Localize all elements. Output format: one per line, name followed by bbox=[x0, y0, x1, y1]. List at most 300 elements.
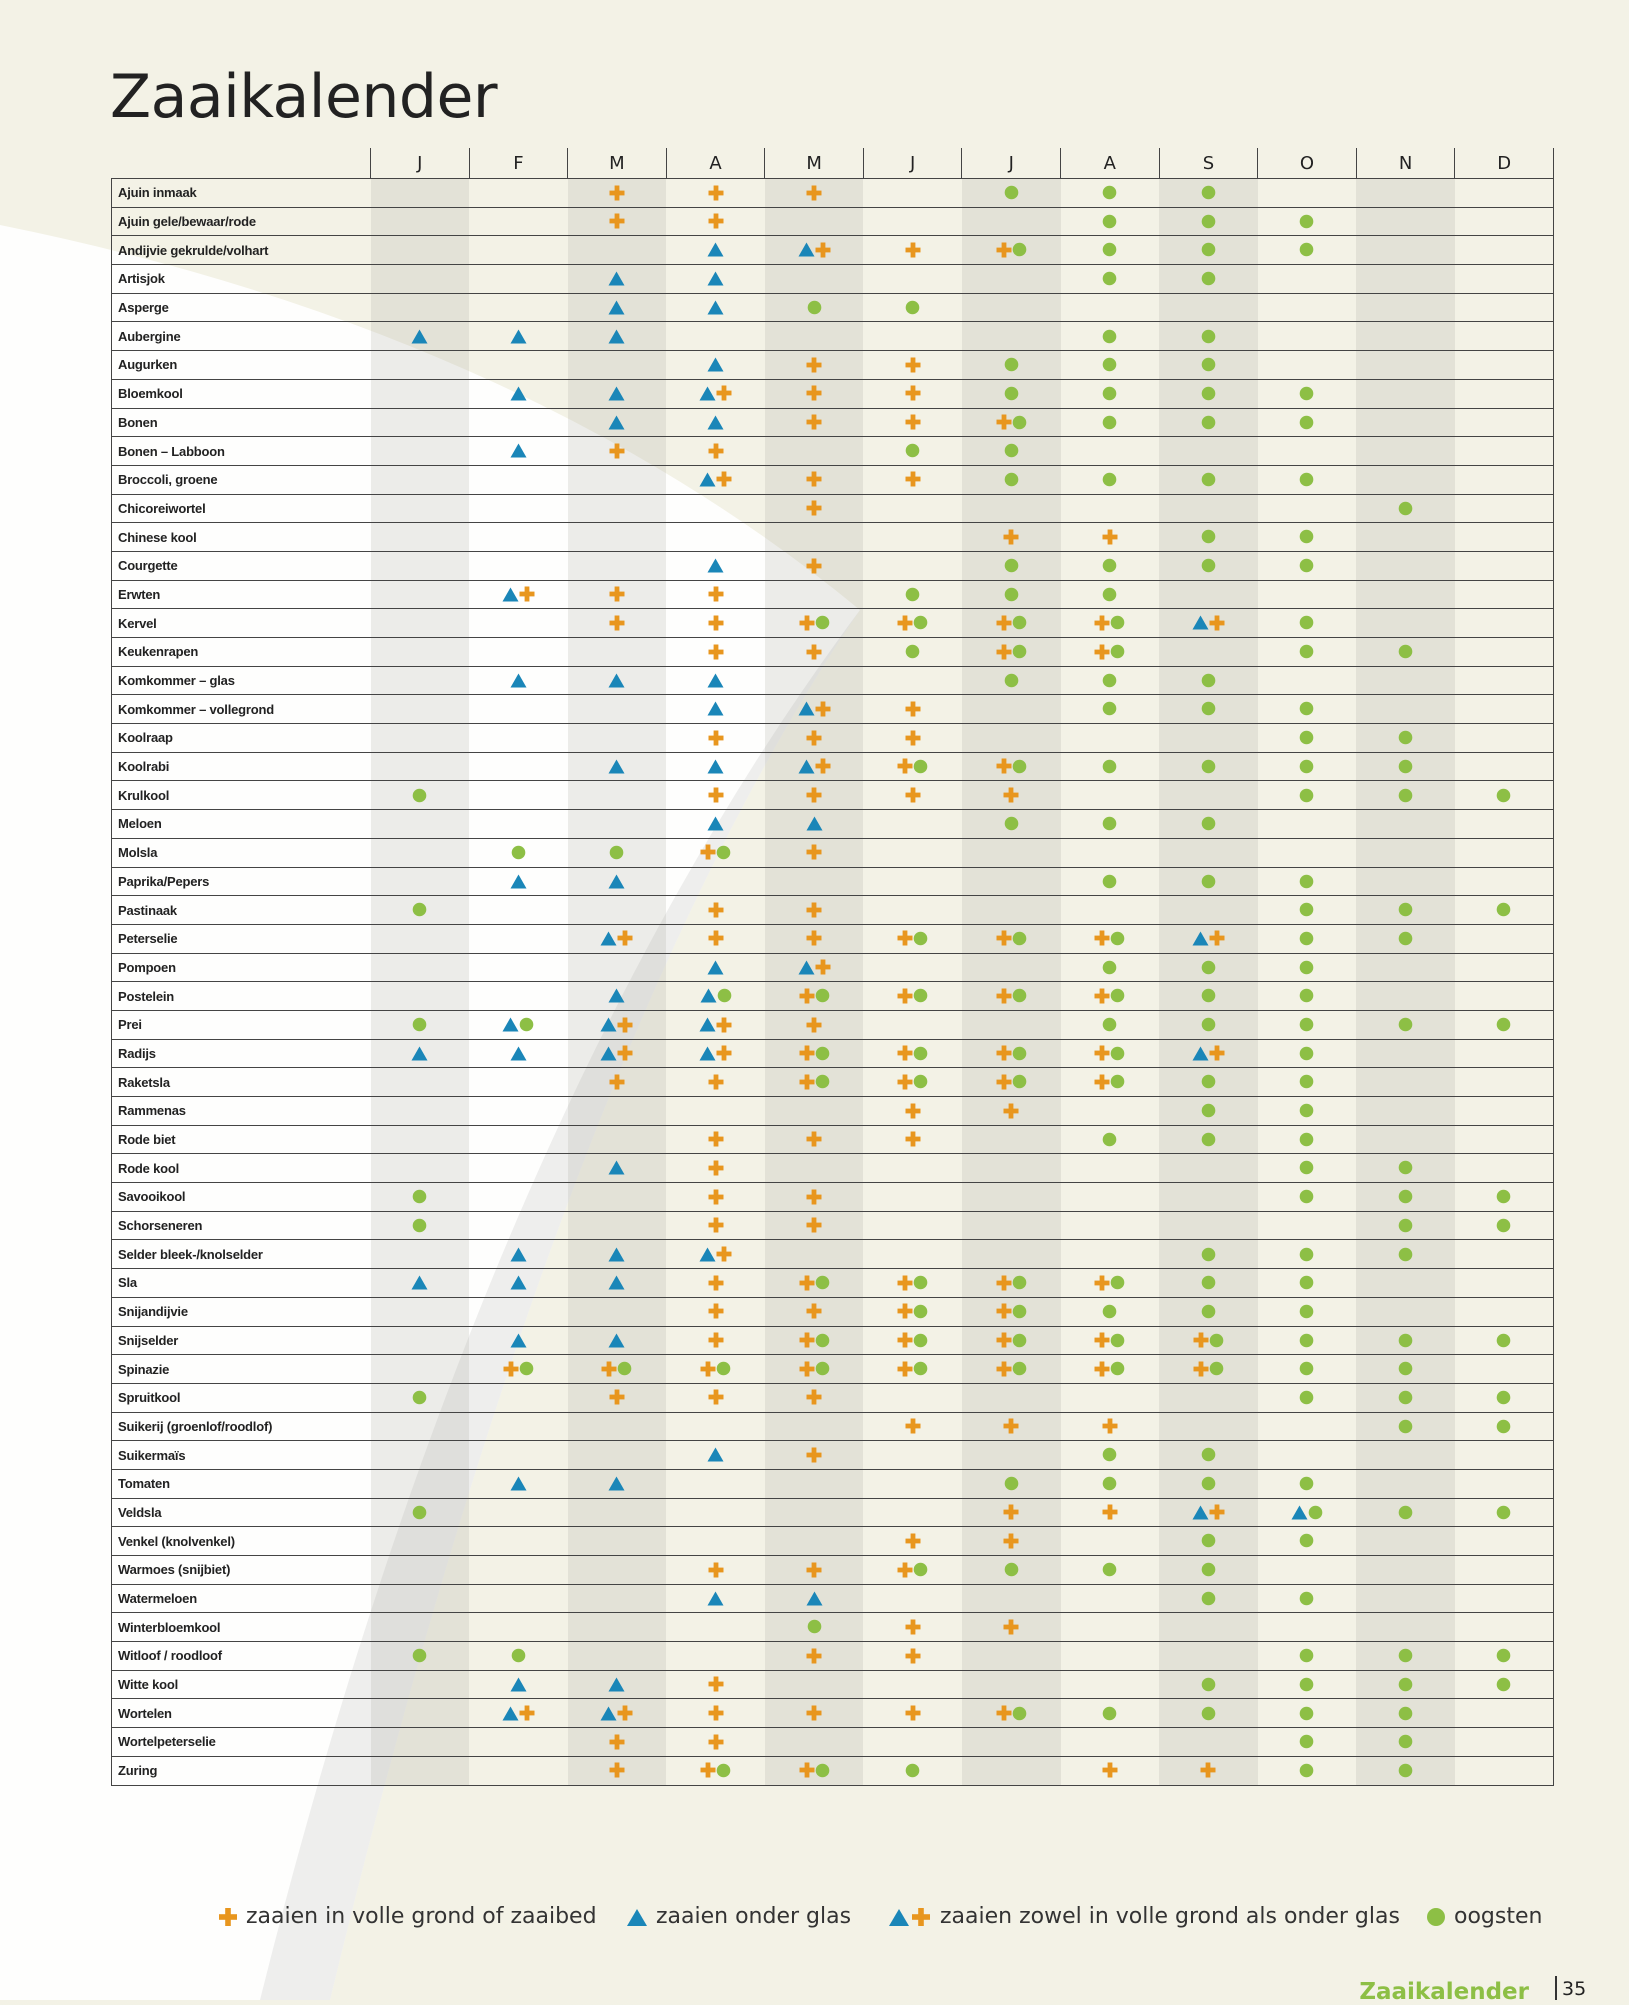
plus-icon bbox=[897, 988, 913, 1004]
month-cell bbox=[863, 1498, 962, 1527]
month-cell bbox=[1258, 1297, 1357, 1326]
month-cell bbox=[371, 1412, 470, 1441]
month-cell bbox=[568, 1355, 667, 1384]
circle-icon bbox=[1201, 558, 1216, 573]
month-cell bbox=[666, 1642, 765, 1671]
month-cell bbox=[1258, 609, 1357, 638]
triangle-icon bbox=[798, 701, 815, 716]
triangle-icon bbox=[510, 874, 527, 889]
month-cell bbox=[962, 838, 1061, 867]
month-cell bbox=[1455, 953, 1554, 982]
month-cell bbox=[962, 1469, 1061, 1498]
circle-icon bbox=[1201, 1706, 1216, 1721]
month-cell bbox=[568, 609, 667, 638]
circle-icon bbox=[1201, 1562, 1216, 1577]
table-row bbox=[112, 1068, 1554, 1097]
plus-icon bbox=[609, 1074, 625, 1090]
month-cell bbox=[1258, 752, 1357, 781]
plus-icon bbox=[897, 615, 913, 631]
month-cell bbox=[666, 1211, 765, 1240]
month-cell bbox=[568, 638, 667, 667]
month-cell bbox=[1159, 179, 1258, 208]
circle-icon bbox=[1299, 759, 1314, 774]
month-cell bbox=[568, 1240, 667, 1269]
circle-icon bbox=[1201, 329, 1216, 344]
month-cell bbox=[765, 1097, 864, 1126]
month-cell bbox=[568, 1756, 667, 1785]
month-cell bbox=[371, 666, 470, 695]
month-cell bbox=[1159, 1240, 1258, 1269]
month-cell bbox=[469, 265, 568, 294]
month-cell bbox=[666, 752, 765, 781]
vegetable-name: Pastinaak bbox=[112, 896, 371, 925]
circle-icon bbox=[1299, 1533, 1314, 1548]
circle-icon bbox=[1299, 1390, 1314, 1405]
table-row bbox=[112, 551, 1554, 580]
month-cell bbox=[765, 1498, 864, 1527]
plus-icon bbox=[1003, 1504, 1019, 1520]
month-cell bbox=[371, 638, 470, 667]
month-cell bbox=[863, 953, 962, 982]
month-cell bbox=[1159, 1412, 1258, 1441]
month-cell bbox=[666, 351, 765, 380]
month-cell bbox=[1455, 1326, 1554, 1355]
month-cell bbox=[469, 781, 568, 810]
triangle-icon bbox=[608, 415, 625, 430]
month-cell bbox=[666, 1355, 765, 1384]
month-cell bbox=[1159, 609, 1258, 638]
month-cell bbox=[666, 1670, 765, 1699]
triangle-icon bbox=[806, 1591, 823, 1606]
month-cell bbox=[1356, 781, 1455, 810]
plus-icon bbox=[1094, 930, 1110, 946]
month-cell bbox=[1258, 1642, 1357, 1671]
triangle-icon bbox=[1192, 615, 1209, 630]
month-cell bbox=[765, 695, 864, 724]
month-cell bbox=[765, 867, 864, 896]
month-cell bbox=[568, 1211, 667, 1240]
circle-icon bbox=[1299, 1160, 1314, 1175]
month-cell bbox=[1356, 1240, 1455, 1269]
month-cell bbox=[568, 838, 667, 867]
month-cell bbox=[1159, 1355, 1258, 1384]
month-cell bbox=[666, 1154, 765, 1183]
plus-icon bbox=[905, 242, 921, 258]
month-cell bbox=[1061, 1412, 1160, 1441]
circle-icon bbox=[1299, 931, 1314, 946]
plus-icon bbox=[815, 758, 831, 774]
circle-icon bbox=[1102, 472, 1117, 487]
month-cell bbox=[1356, 1527, 1455, 1556]
month-header: M bbox=[568, 148, 667, 179]
triangle-icon bbox=[700, 988, 717, 1003]
vegetable-name: Rode biet bbox=[112, 1125, 371, 1154]
table-row bbox=[112, 293, 1554, 322]
month-cell bbox=[863, 236, 962, 265]
month-cell bbox=[1356, 265, 1455, 294]
month-cell bbox=[1356, 523, 1455, 552]
month-cell bbox=[1159, 1699, 1258, 1728]
plus-icon bbox=[897, 1275, 913, 1291]
month-cell bbox=[568, 1125, 667, 1154]
vegetable-name: Sla bbox=[112, 1269, 371, 1298]
table-row bbox=[112, 465, 1554, 494]
table-row bbox=[112, 666, 1554, 695]
table-row bbox=[112, 1613, 1554, 1642]
circle-icon bbox=[815, 615, 830, 630]
month-cell bbox=[469, 1699, 568, 1728]
month-cell bbox=[1258, 1498, 1357, 1527]
month-cell bbox=[371, 494, 470, 523]
plus-icon bbox=[708, 1217, 724, 1233]
month-cell bbox=[469, 494, 568, 523]
circle-icon bbox=[1110, 1333, 1125, 1348]
month-cell bbox=[1356, 638, 1455, 667]
month-cell bbox=[863, 1584, 962, 1613]
month-cell bbox=[1258, 1670, 1357, 1699]
plus-icon bbox=[1094, 1361, 1110, 1377]
triangle-icon bbox=[608, 1333, 625, 1348]
circle-icon bbox=[1299, 558, 1314, 573]
month-cell bbox=[1061, 1642, 1160, 1671]
month-cell bbox=[469, 1642, 568, 1671]
month-cell bbox=[568, 265, 667, 294]
month-cell bbox=[863, 207, 962, 236]
circle-icon bbox=[1004, 816, 1019, 831]
month-cell bbox=[1258, 638, 1357, 667]
month-cell bbox=[765, 351, 864, 380]
plus-icon bbox=[806, 1189, 822, 1205]
month-cell bbox=[371, 1010, 470, 1039]
circle-icon bbox=[1012, 1361, 1027, 1376]
month-cell bbox=[1356, 1125, 1455, 1154]
month-cell bbox=[1455, 1383, 1554, 1412]
circle-icon bbox=[511, 1648, 526, 1663]
table-row bbox=[112, 896, 1554, 925]
table-row bbox=[112, 580, 1554, 609]
triangle-icon bbox=[608, 759, 625, 774]
vegetable-name: Koolraap bbox=[112, 724, 371, 753]
circle-icon bbox=[1398, 1333, 1413, 1348]
month-cell bbox=[1061, 1728, 1160, 1757]
plus-icon bbox=[609, 443, 625, 459]
plus-icon bbox=[708, 1160, 724, 1176]
month-cell bbox=[469, 982, 568, 1011]
month-cell bbox=[371, 1154, 470, 1183]
circle-icon bbox=[1201, 701, 1216, 716]
month-cell bbox=[1455, 1699, 1554, 1728]
circle-icon bbox=[1201, 1103, 1216, 1118]
month-cell bbox=[1061, 437, 1160, 466]
plus-icon bbox=[716, 1246, 732, 1262]
month-cell bbox=[1159, 724, 1258, 753]
month-cell bbox=[568, 580, 667, 609]
vegetable-name: Broccoli, groene bbox=[112, 465, 371, 494]
vegetable-name: Krulkool bbox=[112, 781, 371, 810]
triangle-icon bbox=[608, 329, 625, 344]
circle-icon bbox=[1398, 1189, 1413, 1204]
circle-icon bbox=[1496, 1333, 1511, 1348]
month-cell bbox=[765, 724, 864, 753]
circle-icon bbox=[609, 845, 624, 860]
circle-icon bbox=[1299, 730, 1314, 745]
circle-icon bbox=[1299, 902, 1314, 917]
month-cell bbox=[765, 236, 864, 265]
month-cell bbox=[1258, 293, 1357, 322]
month-cell bbox=[1455, 1039, 1554, 1068]
month-cell bbox=[765, 265, 864, 294]
month-cell bbox=[469, 1297, 568, 1326]
plus-icon bbox=[905, 1533, 921, 1549]
month-cell bbox=[568, 322, 667, 351]
triangle-icon bbox=[510, 1333, 527, 1348]
month-cell bbox=[371, 1383, 470, 1412]
month-cell bbox=[568, 1498, 667, 1527]
table-row bbox=[112, 1010, 1554, 1039]
table-row bbox=[112, 1355, 1554, 1384]
month-cell bbox=[962, 781, 1061, 810]
vegetable-name: Bonen bbox=[112, 408, 371, 437]
circle-icon bbox=[1299, 788, 1314, 803]
vegetable-name: Chinese kool bbox=[112, 523, 371, 552]
month-cell bbox=[1061, 523, 1160, 552]
plus-icon bbox=[905, 385, 921, 401]
plus-icon bbox=[905, 787, 921, 803]
month-cell bbox=[765, 207, 864, 236]
table-row bbox=[112, 379, 1554, 408]
month-cell bbox=[568, 810, 667, 839]
month-cell bbox=[568, 896, 667, 925]
month-cell bbox=[962, 638, 1061, 667]
plus-icon bbox=[905, 1131, 921, 1147]
month-cell bbox=[469, 1183, 568, 1212]
plus-icon bbox=[708, 213, 724, 229]
month-cell bbox=[962, 666, 1061, 695]
month-cell bbox=[568, 408, 667, 437]
month-cell bbox=[765, 1240, 864, 1269]
month-cell bbox=[469, 322, 568, 351]
plus-icon bbox=[799, 1045, 815, 1061]
table-row bbox=[112, 1183, 1554, 1212]
month-header: D bbox=[1455, 148, 1554, 179]
month-cell bbox=[765, 551, 864, 580]
month-cell bbox=[666, 1498, 765, 1527]
month-cell bbox=[1061, 322, 1160, 351]
circle-icon bbox=[1201, 1247, 1216, 1262]
month-cell bbox=[1455, 781, 1554, 810]
plus-icon bbox=[609, 213, 625, 229]
table-row bbox=[112, 1383, 1554, 1412]
month-cell bbox=[765, 1469, 864, 1498]
month-cell bbox=[1258, 1383, 1357, 1412]
month-cell bbox=[1159, 1183, 1258, 1212]
triangle-icon bbox=[707, 960, 724, 975]
month-cell bbox=[1159, 1670, 1258, 1699]
table-row bbox=[112, 1670, 1554, 1699]
month-cell bbox=[863, 1039, 962, 1068]
vegetable-name: Molsla bbox=[112, 838, 371, 867]
month-cell bbox=[1061, 379, 1160, 408]
table-row bbox=[112, 810, 1554, 839]
month-cell bbox=[469, 1326, 568, 1355]
month-cell bbox=[962, 1527, 1061, 1556]
month-cell bbox=[469, 551, 568, 580]
month-cell bbox=[1258, 781, 1357, 810]
circle-icon bbox=[1110, 1074, 1125, 1089]
triangle-icon bbox=[608, 1476, 625, 1491]
circle-icon bbox=[1012, 1304, 1027, 1319]
plus-icon bbox=[708, 1562, 724, 1578]
plus-icon bbox=[609, 1734, 625, 1750]
month-cell bbox=[666, 1125, 765, 1154]
month-cell bbox=[1455, 924, 1554, 953]
month-cell bbox=[765, 752, 864, 781]
month-cell bbox=[962, 293, 1061, 322]
plus-icon bbox=[806, 644, 822, 660]
month-cell bbox=[863, 1613, 962, 1642]
vegetable-name: Meloen bbox=[112, 810, 371, 839]
month-cell bbox=[1455, 236, 1554, 265]
table-row bbox=[112, 494, 1554, 523]
circle-icon bbox=[1201, 1074, 1216, 1089]
month-cell bbox=[568, 1670, 667, 1699]
circle-icon bbox=[1398, 1247, 1413, 1262]
month-cell bbox=[1356, 724, 1455, 753]
month-cell bbox=[568, 1383, 667, 1412]
month-cell bbox=[1455, 1154, 1554, 1183]
month-cell bbox=[371, 1183, 470, 1212]
month-cell bbox=[469, 351, 568, 380]
month-cell bbox=[962, 494, 1061, 523]
month-cell bbox=[863, 752, 962, 781]
month-cell bbox=[666, 1269, 765, 1298]
triangle-icon bbox=[699, 472, 716, 487]
plus-icon bbox=[905, 357, 921, 373]
vegetable-name: Ajuin inmaak bbox=[112, 179, 371, 208]
month-cell bbox=[962, 1269, 1061, 1298]
circle-icon bbox=[1496, 1648, 1511, 1663]
month-cell bbox=[962, 1010, 1061, 1039]
month-cell bbox=[863, 1154, 962, 1183]
month-cell bbox=[765, 1211, 864, 1240]
plus-icon bbox=[716, 471, 732, 487]
month-cell bbox=[962, 867, 1061, 896]
vegetable-name: Aubergine bbox=[112, 322, 371, 351]
month-cell bbox=[1061, 1326, 1160, 1355]
month-cell bbox=[1258, 838, 1357, 867]
plus-icon bbox=[905, 1103, 921, 1119]
month-cell bbox=[1159, 1469, 1258, 1498]
month-cell bbox=[863, 1556, 962, 1585]
plus-icon bbox=[806, 787, 822, 803]
month-cell bbox=[1061, 265, 1160, 294]
plus-icon bbox=[897, 1045, 913, 1061]
plus-icon bbox=[806, 185, 822, 201]
month-cell bbox=[371, 293, 470, 322]
month-cell bbox=[765, 1125, 864, 1154]
month-cell bbox=[962, 896, 1061, 925]
triangle-icon bbox=[608, 1677, 625, 1692]
table-row bbox=[112, 236, 1554, 265]
month-cell bbox=[371, 1269, 470, 1298]
month-cell bbox=[1061, 494, 1160, 523]
plus-icon bbox=[716, 1045, 732, 1061]
month-cell bbox=[1061, 1613, 1160, 1642]
month-cell bbox=[1356, 896, 1455, 925]
month-cell bbox=[1455, 523, 1554, 552]
month-cell bbox=[371, 408, 470, 437]
vegetable-name: Peterselie bbox=[112, 924, 371, 953]
month-cell bbox=[1455, 1297, 1554, 1326]
circle-icon bbox=[905, 587, 920, 602]
triangle-icon bbox=[510, 673, 527, 688]
month-cell bbox=[1159, 953, 1258, 982]
month-cell bbox=[469, 1355, 568, 1384]
month-cell bbox=[1356, 867, 1455, 896]
month-cell bbox=[1455, 1613, 1554, 1642]
triangle-icon bbox=[510, 1247, 527, 1262]
month-cell bbox=[666, 638, 765, 667]
circle-icon bbox=[1299, 1333, 1314, 1348]
month-cell bbox=[765, 896, 864, 925]
month-cell bbox=[568, 752, 667, 781]
table-row bbox=[112, 1269, 1554, 1298]
month-cell bbox=[765, 1326, 864, 1355]
month-cell bbox=[962, 1211, 1061, 1240]
circle-icon bbox=[1012, 242, 1027, 257]
month-cell bbox=[1258, 1097, 1357, 1126]
circle-icon bbox=[1102, 673, 1117, 688]
circle-icon bbox=[913, 1361, 928, 1376]
month-cell bbox=[666, 322, 765, 351]
vegetable-name: Pompoen bbox=[112, 953, 371, 982]
month-cell bbox=[568, 666, 667, 695]
circle-icon bbox=[716, 1361, 731, 1376]
footer-section-title: Zaaikalender bbox=[1359, 1979, 1529, 2005]
circle-icon bbox=[1102, 386, 1117, 401]
circle-icon bbox=[1102, 415, 1117, 430]
month-cell bbox=[666, 1010, 765, 1039]
month-cell bbox=[863, 179, 962, 208]
month-cell bbox=[1455, 379, 1554, 408]
triangle-icon bbox=[411, 329, 428, 344]
month-cell bbox=[765, 465, 864, 494]
month-cell bbox=[1159, 924, 1258, 953]
month-cell bbox=[1258, 1183, 1357, 1212]
triangle-icon bbox=[502, 587, 519, 602]
month-cell bbox=[1258, 982, 1357, 1011]
circle-icon bbox=[1299, 242, 1314, 257]
month-cell bbox=[469, 1441, 568, 1470]
plus-icon bbox=[708, 185, 724, 201]
month-cell bbox=[469, 896, 568, 925]
circle-icon bbox=[913, 1046, 928, 1061]
plus-icon bbox=[996, 1332, 1012, 1348]
month-cell bbox=[469, 1498, 568, 1527]
circle-icon bbox=[717, 988, 732, 1003]
plus-icon bbox=[996, 988, 1012, 1004]
plus-icon bbox=[806, 1131, 822, 1147]
month-cell bbox=[1061, 982, 1160, 1011]
vegetable-name: Bloemkool bbox=[112, 379, 371, 408]
month-cell bbox=[765, 1441, 864, 1470]
month-cell bbox=[863, 638, 962, 667]
circle-icon bbox=[1299, 988, 1314, 1003]
circle-icon bbox=[1201, 357, 1216, 372]
triangle-icon bbox=[1192, 1505, 1209, 1520]
plus-icon bbox=[897, 930, 913, 946]
triangle-icon bbox=[600, 1706, 617, 1721]
